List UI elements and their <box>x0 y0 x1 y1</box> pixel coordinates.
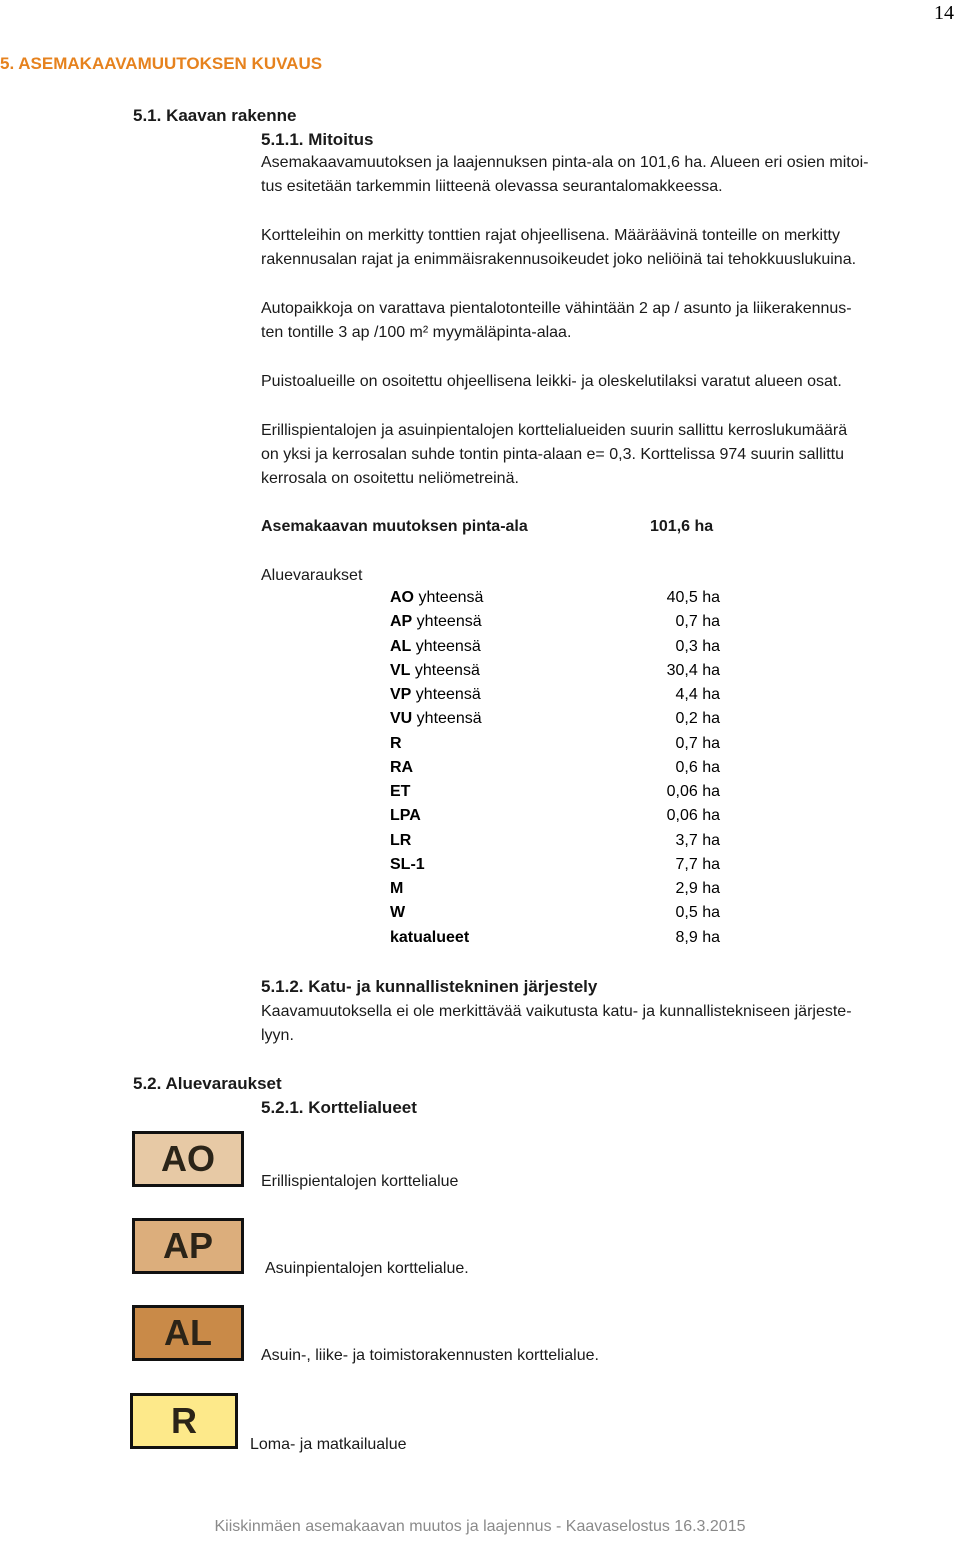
legend-code: R <box>171 1400 197 1441</box>
area-row-label <box>390 759 413 777</box>
area-row-value <box>650 929 720 947</box>
area-row-value <box>650 880 720 898</box>
area-value: 0,3 ha <box>675 638 720 655</box>
area-row-label <box>390 856 425 874</box>
section-5-2-title: 5.2. Aluevaraukset <box>133 1074 282 1093</box>
legend-label-ao: Erillispientalojen korttelialue <box>261 1173 459 1190</box>
area-code: AO <box>390 589 414 606</box>
paragraph-5-line-1: Erillispientalojen ja asuinpientalojen korttelialueiden suurin sallittu kerroslukumäärä <box>261 422 848 439</box>
area-value: 0,7 ha <box>675 735 720 752</box>
paragraph-5-line-3: kerrosala on osoitettu neliömetreinä. <box>261 470 519 487</box>
area-row-label <box>390 686 481 704</box>
section-5-1-1-title: 5.1.1. Mitoitus <box>261 130 374 149</box>
area-row-value <box>650 735 720 753</box>
area-value: 7,7 ha <box>675 856 720 873</box>
area-value: 0,06 ha <box>666 807 720 824</box>
area-code: VP <box>390 686 412 703</box>
area-row-value <box>650 589 720 607</box>
area-row-label <box>390 904 405 922</box>
area-value: 0,6 ha <box>675 759 720 776</box>
area-row-label <box>390 735 402 753</box>
section-5-1-title: 5.1. Kaavan rakenne <box>133 106 297 125</box>
area-value: 3,7 ha <box>675 832 720 849</box>
area-value: 30,4 ha <box>666 662 720 679</box>
area-row-label <box>390 880 403 898</box>
area-row-value <box>650 856 720 874</box>
area-value: 0,2 ha <box>675 710 720 727</box>
area-code: AL <box>390 638 412 655</box>
area-row-label <box>390 807 421 825</box>
legend-swatch-r <box>130 1393 238 1449</box>
paragraph-1-line-1: Asemakaavamuutoksen ja laajennuksen pinta-ala on 101,6 ha. Alueen eri osien mitoi- <box>261 154 869 171</box>
chapter-title: 5. ASEMAKAAVAMUUTOKSEN KUVAUS <box>0 54 323 73</box>
area-code: LR <box>390 832 412 849</box>
area-suffix: yhteensä <box>414 589 484 606</box>
area-code: LPA <box>390 807 421 824</box>
paragraph-3-line-2: ten tontille 3 ap /100 m² myymäläpinta-alaa. <box>261 324 572 341</box>
area-code: SL-1 <box>390 856 425 873</box>
area-code: AP <box>390 613 413 630</box>
area-row-value <box>650 613 720 631</box>
area-suffix: yhteensä <box>412 710 482 727</box>
area-code: ET <box>390 783 411 800</box>
legend-code: AO <box>161 1138 215 1179</box>
area-row-label <box>390 710 482 728</box>
total-area-value: 101,6 ha <box>650 518 714 535</box>
area-suffix: yhteensä <box>410 662 480 679</box>
section-5-1-2-line-2: lyyn. <box>261 1027 294 1044</box>
legend-label-r: Loma- ja matkailualue <box>250 1436 407 1453</box>
area-section-label: Aluevaraukset <box>261 567 363 584</box>
area-code: VL <box>390 662 411 679</box>
area-value: 4,4 ha <box>675 686 720 703</box>
area-value: 0,7 ha <box>675 613 720 630</box>
legend-swatch-ao <box>132 1131 244 1187</box>
area-row-label <box>390 832 411 850</box>
area-row-value <box>650 686 720 704</box>
paragraph-5-line-2: on yksi ja kerrosalan suhde tontin pinta-alaan e= 0,3. Korttelissa 974 suurin sallittu <box>261 446 845 463</box>
paragraph-2-line-1: Kortteleihin on merkitty tonttien rajat ohjeellisena. Määräävinä tonteille on merkitty <box>261 227 840 244</box>
area-suffix: yhteensä <box>411 638 481 655</box>
area-code: VU <box>390 710 413 727</box>
legend-swatch-al <box>132 1305 244 1361</box>
area-row-value <box>650 783 720 801</box>
area-suffix: yhteensä <box>411 686 481 703</box>
area-row-value <box>650 662 720 680</box>
page-number: 14 <box>934 2 954 24</box>
area-value: 0,5 ha <box>675 904 720 921</box>
paragraph-2-line-2: rakennusalan rajat ja enimmäisrakennusoikeudet joko neliöinä tai tehokkuuslukuina. <box>261 251 857 268</box>
area-value: 40,5 ha <box>666 589 720 606</box>
area-row-label <box>390 589 483 607</box>
area-row-value <box>650 759 720 777</box>
area-code: R <box>390 735 402 752</box>
area-row-value <box>650 904 720 922</box>
section-5-1-2-line-1: Kaavamuutoksella ei ole merkittävää vaikutusta katu- ja kunnallistekniseen järjeste- <box>261 1003 852 1020</box>
legend-label-ap: Asuinpientalojen korttelialue. <box>265 1260 469 1277</box>
area-row-value <box>650 638 720 656</box>
section-5-1-2-title: 5.1.2. Katu- ja kunnallistekninen järjestely <box>261 977 598 996</box>
area-row-label <box>390 783 410 801</box>
area-row-label <box>390 929 469 947</box>
area-code: katualueet <box>390 929 470 946</box>
area-row-value <box>650 710 720 728</box>
area-row-value <box>650 832 720 850</box>
legend-swatch-ap <box>132 1218 244 1274</box>
area-suffix: yhteensä <box>412 613 482 630</box>
section-5-2-1-title: 5.2.1. Korttelialueet <box>261 1098 417 1117</box>
area-value: 0,06 ha <box>666 783 720 800</box>
legend-code: AL <box>164 1312 212 1353</box>
total-area-label: Asemakaavan muutoksen pinta-ala <box>261 518 528 535</box>
page-footer: Kiiskinmäen asemakaavan muutos ja laajennus - Kaavaselostus 16.3.2015 <box>214 1518 746 1535</box>
area-row-label <box>390 613 482 631</box>
legend-label-al: Asuin-, liike- ja toimistorakennusten korttelialue. <box>261 1347 599 1364</box>
paragraph-4: Puistoalueille on osoitettu ohjeellisena leikki- ja oleskelutilaksi varatut alueen osat. <box>261 373 842 390</box>
area-code: M <box>390 880 404 897</box>
area-value: 2,9 ha <box>675 880 720 897</box>
area-code: RA <box>390 759 414 776</box>
area-row-value <box>650 807 720 825</box>
paragraph-3-line-1: Autopaikkoja on varattava pientalotonteille vähintään 2 ap / asunto ja liikerakennus- <box>261 300 852 317</box>
legend-code: AP <box>162 1225 213 1266</box>
area-value: 8,9 ha <box>675 929 720 946</box>
area-row-label <box>390 662 480 680</box>
paragraph-1-line-2: tus esitetään tarkemmin liitteenä olevassa seurantalomakkeessa. <box>261 178 723 195</box>
area-code: W <box>390 904 406 921</box>
area-row-label <box>390 638 481 656</box>
